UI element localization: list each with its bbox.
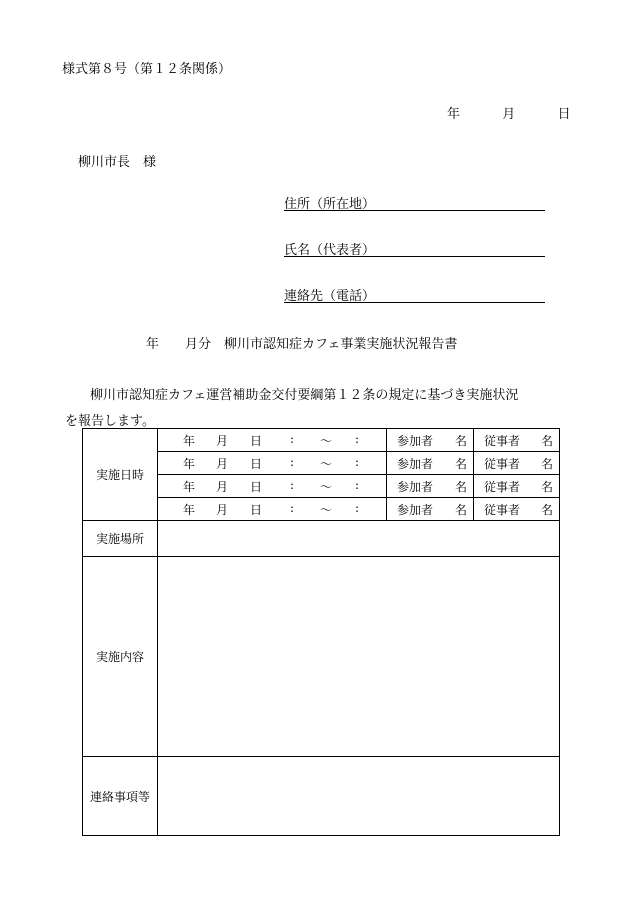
- date-month-label: 月: [502, 107, 516, 122]
- content-row: [83, 557, 560, 757]
- notes-input[interactable]: [158, 757, 560, 836]
- schedule-participants-unit-label: 名: [455, 503, 468, 517]
- schedule-tilde-label: 〜: [320, 480, 333, 494]
- schedule-tilde-label: 〜: [320, 503, 333, 517]
- schedule-participants-label: 参加者: [397, 503, 434, 517]
- schedule-day-label: 日: [250, 503, 263, 517]
- notes-header: 連絡事項等: [83, 757, 158, 836]
- implementation-content-header: 実施内容: [83, 557, 158, 757]
- schedule-month-label: 月: [216, 480, 229, 494]
- representative-name-label: 氏名（代表者）: [284, 243, 376, 258]
- notes-row: [83, 757, 560, 836]
- schedule-participants-unit-label: 名: [455, 457, 468, 471]
- representative-name-field[interactable]: [284, 239, 545, 257]
- schedule-colon1-label: :: [290, 432, 295, 446]
- body-text-line-1: 柳川市認知症カフェ運営補助金交付要綱第１２条の規定に基づき実施状況: [90, 388, 519, 403]
- implementation-datetime-header: 実施日時: [83, 429, 158, 521]
- schedule-participants-label: 参加者: [397, 434, 434, 448]
- schedule-colon2-label: :: [355, 478, 360, 492]
- schedule-colon1-label: :: [290, 501, 295, 515]
- schedule-staff-label: 従事者: [484, 480, 521, 494]
- implementation-content-input[interactable]: [158, 557, 560, 757]
- schedule-colon2-label: :: [355, 455, 360, 469]
- schedule-day-label: 日: [250, 480, 263, 494]
- staff-count-cell[interactable]: [474, 429, 560, 452]
- staff-count-cell[interactable]: [474, 498, 560, 521]
- address-field[interactable]: [284, 193, 545, 211]
- contact-phone-label: 連絡先（電話）: [284, 289, 376, 304]
- address-label: 住所（所在地）: [284, 197, 376, 212]
- participants-count-cell[interactable]: [387, 429, 474, 452]
- schedule-tilde-label: 〜: [320, 457, 333, 471]
- report-table: [82, 428, 560, 836]
- schedule-colon2-label: :: [355, 501, 360, 515]
- place-row: [83, 521, 560, 557]
- schedule-colon1-label: :: [290, 478, 295, 492]
- schedule-participants-unit-label: 名: [455, 480, 468, 494]
- schedule-month-label: 月: [216, 434, 229, 448]
- report-title: 年 月分 柳川市認知症カフェ事業実施状況報告書: [146, 337, 458, 352]
- participants-count-cell[interactable]: [387, 452, 474, 475]
- schedule-year-label: 年: [183, 480, 196, 494]
- schedule-datetime-cell[interactable]: [158, 498, 387, 521]
- participants-count-cell[interactable]: [387, 475, 474, 498]
- schedule-colon1-label: :: [290, 455, 295, 469]
- schedule-participants-label: 参加者: [397, 480, 434, 494]
- schedule-day-label: 日: [250, 434, 263, 448]
- implementation-place-header: 実施場所: [83, 521, 158, 557]
- schedule-staff-label: 従事者: [484, 434, 521, 448]
- staff-count-cell[interactable]: [474, 452, 560, 475]
- schedule-datetime-cell[interactable]: [158, 429, 387, 452]
- schedule-staff-unit-label: 名: [541, 503, 554, 517]
- schedule-day-label: 日: [250, 457, 263, 471]
- schedule-month-label: 月: [216, 457, 229, 471]
- report-date: [447, 103, 571, 122]
- schedule-tilde-label: 〜: [320, 434, 333, 448]
- implementation-place-input[interactable]: [158, 521, 560, 557]
- form-number: 様式第８号（第１２条関係）: [62, 62, 232, 77]
- schedule-staff-label: 従事者: [484, 503, 521, 517]
- staff-count-cell[interactable]: [474, 475, 560, 498]
- participants-count-cell[interactable]: [387, 498, 474, 521]
- date-day-label: 日: [557, 107, 571, 122]
- schedule-staff-unit-label: 名: [541, 457, 554, 471]
- schedule-participants-label: 参加者: [397, 457, 434, 471]
- schedule-colon2-label: :: [355, 432, 360, 446]
- schedule-year-label: 年: [183, 503, 196, 517]
- schedule-datetime-cell[interactable]: [158, 475, 387, 498]
- date-year-label: 年: [447, 107, 461, 122]
- schedule-staff-label: 従事者: [484, 457, 521, 471]
- addressee: 柳川市長 様: [78, 155, 157, 170]
- schedule-month-label: 月: [216, 503, 229, 517]
- contact-phone-field[interactable]: [284, 285, 545, 303]
- schedule-datetime-cell[interactable]: [158, 452, 387, 475]
- schedule-year-label: 年: [183, 457, 196, 471]
- schedule-staff-unit-label: 名: [541, 480, 554, 494]
- body-text-line-2: を報告します。: [65, 414, 155, 429]
- schedule-row: [83, 429, 560, 452]
- schedule-participants-unit-label: 名: [455, 434, 468, 448]
- schedule-staff-unit-label: 名: [541, 434, 554, 448]
- schedule-year-label: 年: [183, 434, 196, 448]
